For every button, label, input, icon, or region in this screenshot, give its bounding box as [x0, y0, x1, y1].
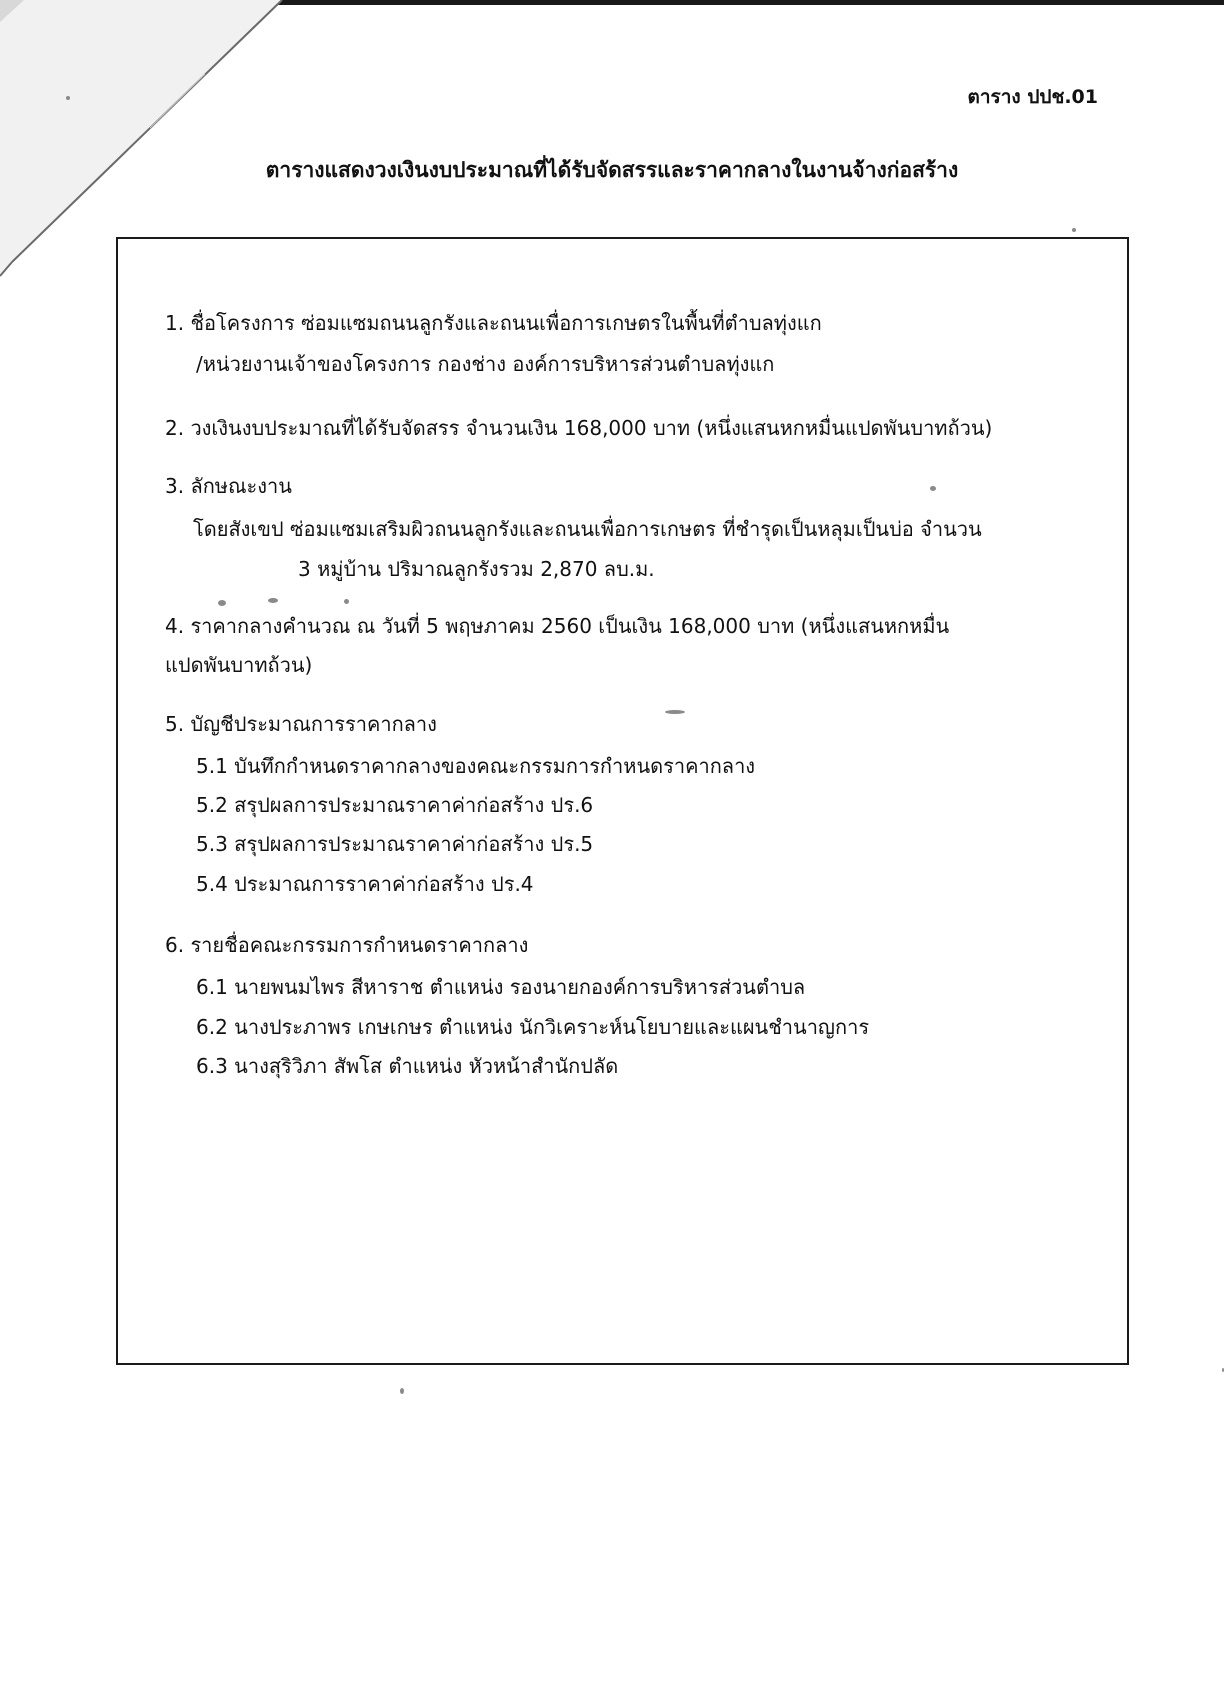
committee-member: 6.1 นายพนมไพร สีหาราช ตำแหน่ง รองนายกองค์การบริหารส่วนตำบล [196, 975, 806, 999]
document-title: ตารางแสดงวงเงินงบประมาณที่ได้รับจัดสรรและราคากลางในงานจ้างก่อสร้าง [265, 158, 959, 182]
work-heading: 3. ลักษณะงาน [165, 474, 292, 498]
scan-speck [400, 1388, 404, 1394]
median-price-line-1: 4. ราคากลางคำนวณ ณ วันที่ 5 พฤษภาคม 2560 เป็นเงิน 168,000 บาท (หนึ่งแสนหกหมื่น [165, 614, 950, 638]
scan-speck [930, 486, 936, 491]
project-name: 1. ชื่อโครงการ ซ่อมแซมถนนลูกรังและถนนเพื่อการเกษตรในพื้นที่ตำบลทุ่งแก [165, 311, 822, 335]
project-owner: /หน่วยงานเจ้าของโครงการ กองช่าง องค์การบริหารส่วนตำบลทุ่งแก [196, 352, 775, 376]
scan-speck [665, 710, 685, 714]
scan-speck [344, 599, 349, 604]
work-description-line-2: 3 หมู่บ้าน ปริมาณลูกรังรวม 2,870 ลบ.ม. [298, 557, 655, 581]
estimate-item: 5.2 สรุปผลการประมาณราคาค่าก่อสร้าง ปร.6 [196, 793, 594, 817]
scan-speck [218, 600, 226, 606]
scan-speck [268, 598, 278, 603]
work-description-line-1: โดยสังเขป ซ่อมแซมเสริมผิวถนนลูกรังและถนนเพื่อการเกษตร ที่ชำรุดเป็นหลุมเป็นบ่อ จำนวน [193, 517, 982, 541]
estimate-heading: 5. บัญชีประมาณการราคากลาง [165, 712, 437, 736]
scan-speck [66, 96, 70, 100]
committee-member: 6.2 นางประภาพร เกษเกษร ตำแหน่ง นักวิเคราะห์นโยบายและแผนชำนาญการ [196, 1015, 870, 1039]
estimate-item: 5.4 ประมาณการราคาค่าก่อสร้าง ปร.4 [196, 872, 534, 896]
estimate-item: 5.3 สรุปผลการประมาณราคาค่าก่อสร้าง ปร.5 [196, 832, 594, 856]
median-price-line-2: แปดพันบาทถ้วน) [165, 653, 313, 677]
form-code: ตาราง ปปช.01 [967, 86, 1098, 108]
scan-speck [1072, 228, 1076, 232]
committee-member: 6.3 นางสุริวิภา สัพโส ตำแหน่ง หัวหน้าสำนักปลัด [196, 1054, 619, 1078]
committee-heading: 6. รายชื่อคณะกรรมการกำหนดราคากลาง [165, 933, 529, 957]
estimate-item: 5.1 บันทึกกำหนดราคากลางของคณะกรรมการกำหนดราคากลาง [196, 754, 756, 778]
budget-amount: 2. วงเงินงบประมาณที่ได้รับจัดสรร จำนวนเงิน 168,000 บาท (หนึ่งแสนหกหมื่นแปดพันบาทถ้วน) [165, 416, 993, 440]
